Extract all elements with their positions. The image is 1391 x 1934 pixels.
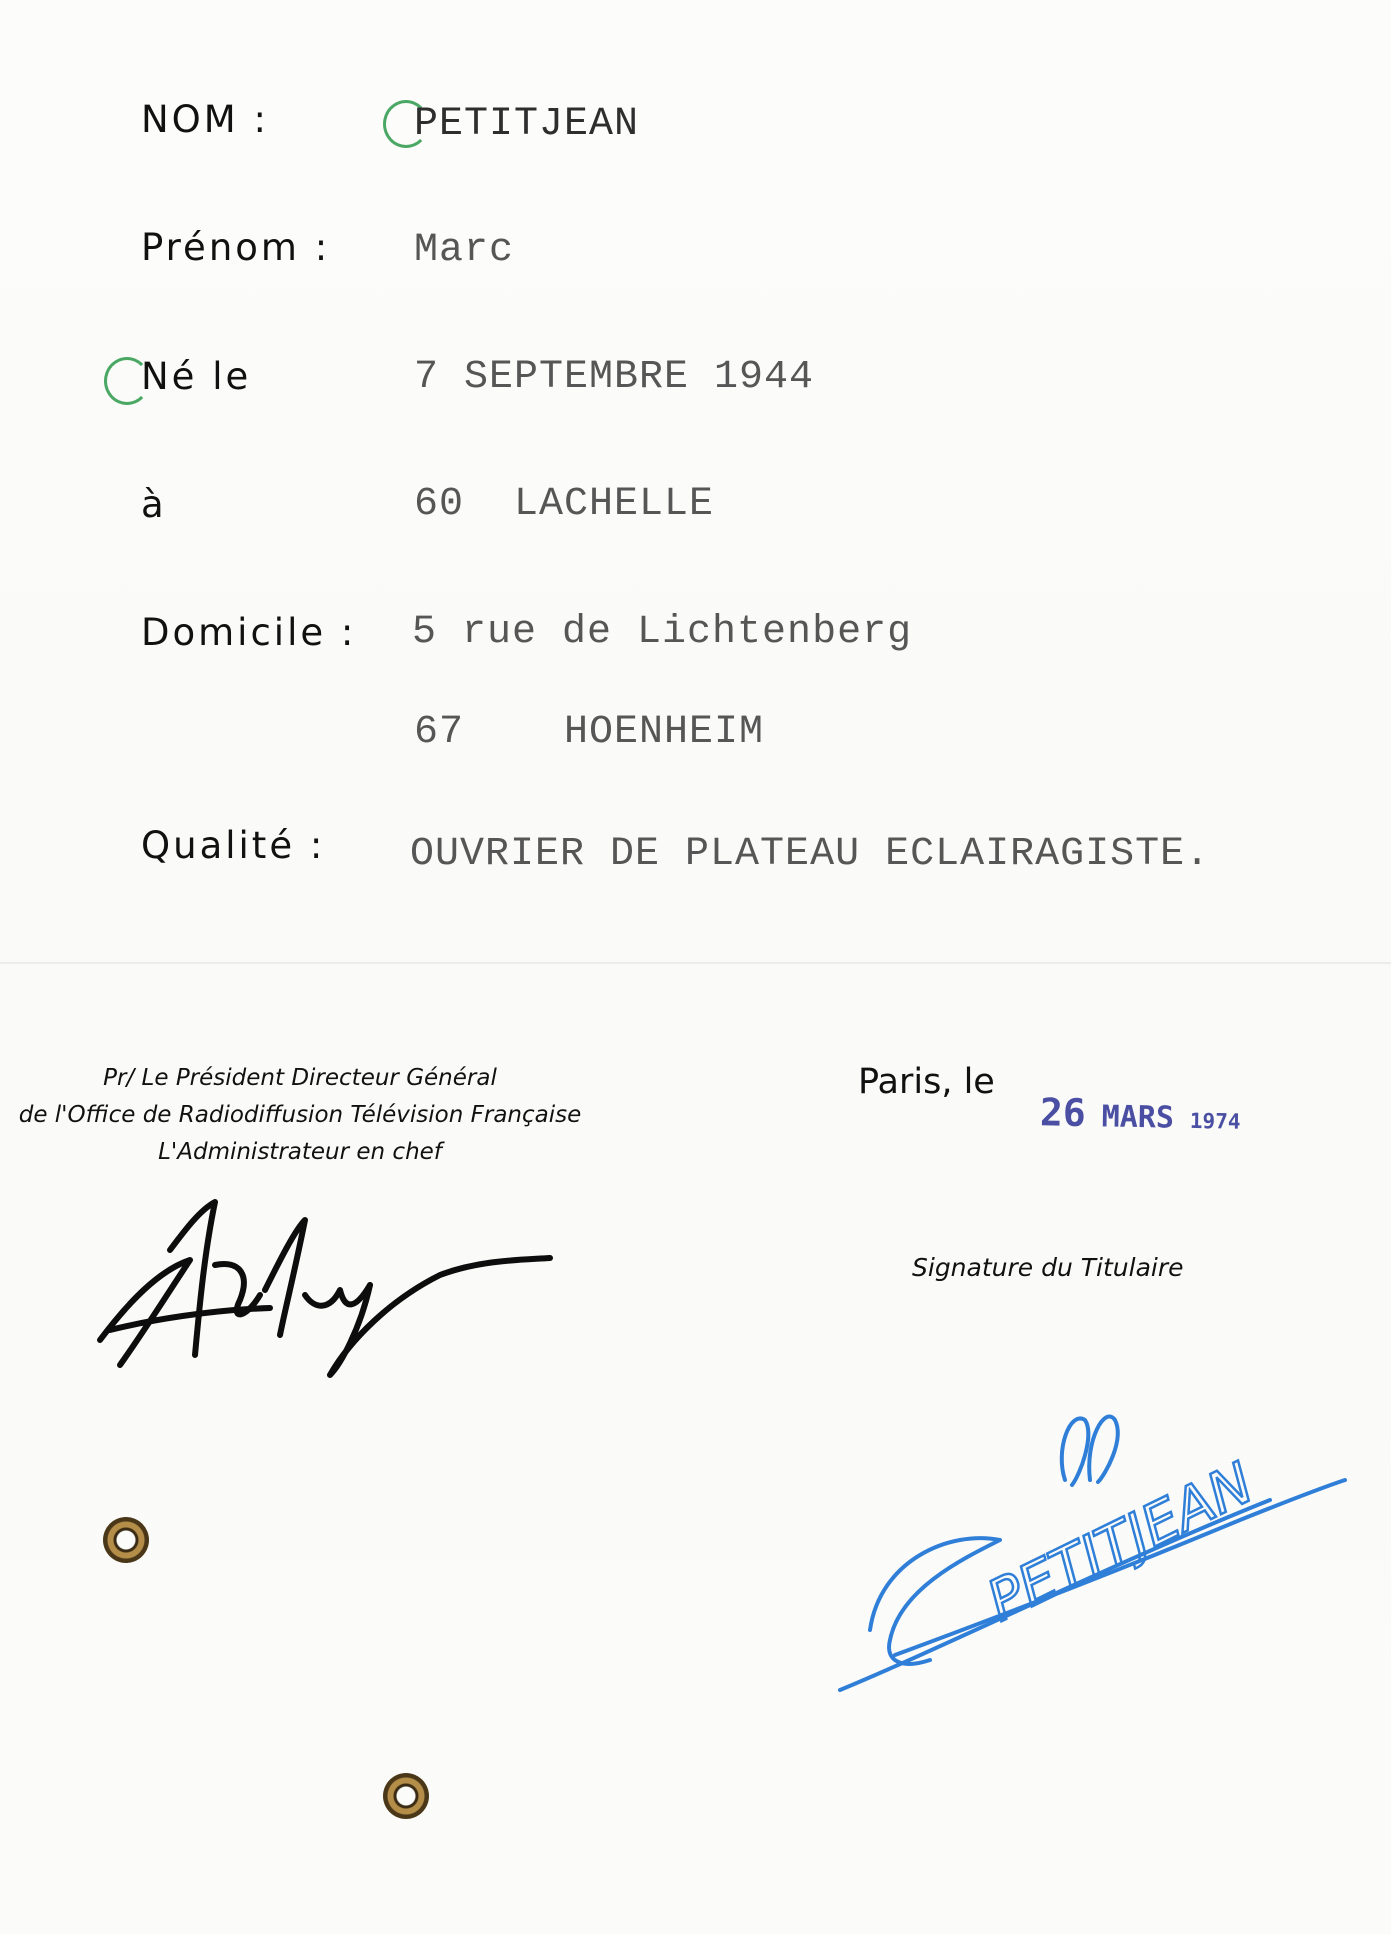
label-a: à [141, 483, 167, 526]
signature-label: Signature du Titulaire [912, 1253, 1184, 1282]
value-nom: PETITJEAN [414, 102, 640, 147]
issuer-line-2: de l'Office de Radiodiffusion Télévision Française [18, 1102, 582, 1128]
value-domicile-rue: 5 rue de Lichtenberg [412, 610, 913, 655]
grommet-icon [103, 1517, 149, 1563]
stamp-day: 26 [1039, 1090, 1087, 1136]
label-ne-le: Né le [141, 355, 252, 398]
label-qualite: Qualité : [141, 824, 326, 867]
date-stamp [1040, 1090, 1241, 1137]
issuer-line-3: L'Administrateur en chef [158, 1139, 442, 1165]
label-nom: NOM : [141, 98, 269, 141]
place-label: Paris, le [858, 1062, 995, 1102]
holder-signature [840, 1390, 1360, 1700]
value-domicile-ville: 67 HOENHEIM [414, 710, 765, 755]
stamp-month: MARS [1101, 1099, 1175, 1136]
value-lieu-naissance: 60 LACHELLE [414, 482, 715, 527]
fold-line [0, 962, 1391, 964]
value-qualite: OUVRIER DE PLATEAU ECLAIRAGISTE. [410, 832, 1211, 877]
stamp-year: 1974 [1189, 1108, 1241, 1134]
check-circle-icon [104, 357, 150, 405]
holder-signature-text: PETITJEAN [977, 1450, 1264, 1635]
value-prenom: Marc [414, 228, 515, 273]
issuer-block [0, 1060, 600, 1171]
label-prenom: Prénom : [141, 226, 331, 269]
value-date-naissance: 7 SEPTEMBRE 1944 [414, 355, 815, 400]
grommet-icon [383, 1773, 429, 1819]
issuer-line-1: Pr/ Le Président Directeur Général [103, 1065, 497, 1091]
official-signature [90, 1190, 560, 1390]
label-domicile: Domicile : [141, 611, 357, 654]
